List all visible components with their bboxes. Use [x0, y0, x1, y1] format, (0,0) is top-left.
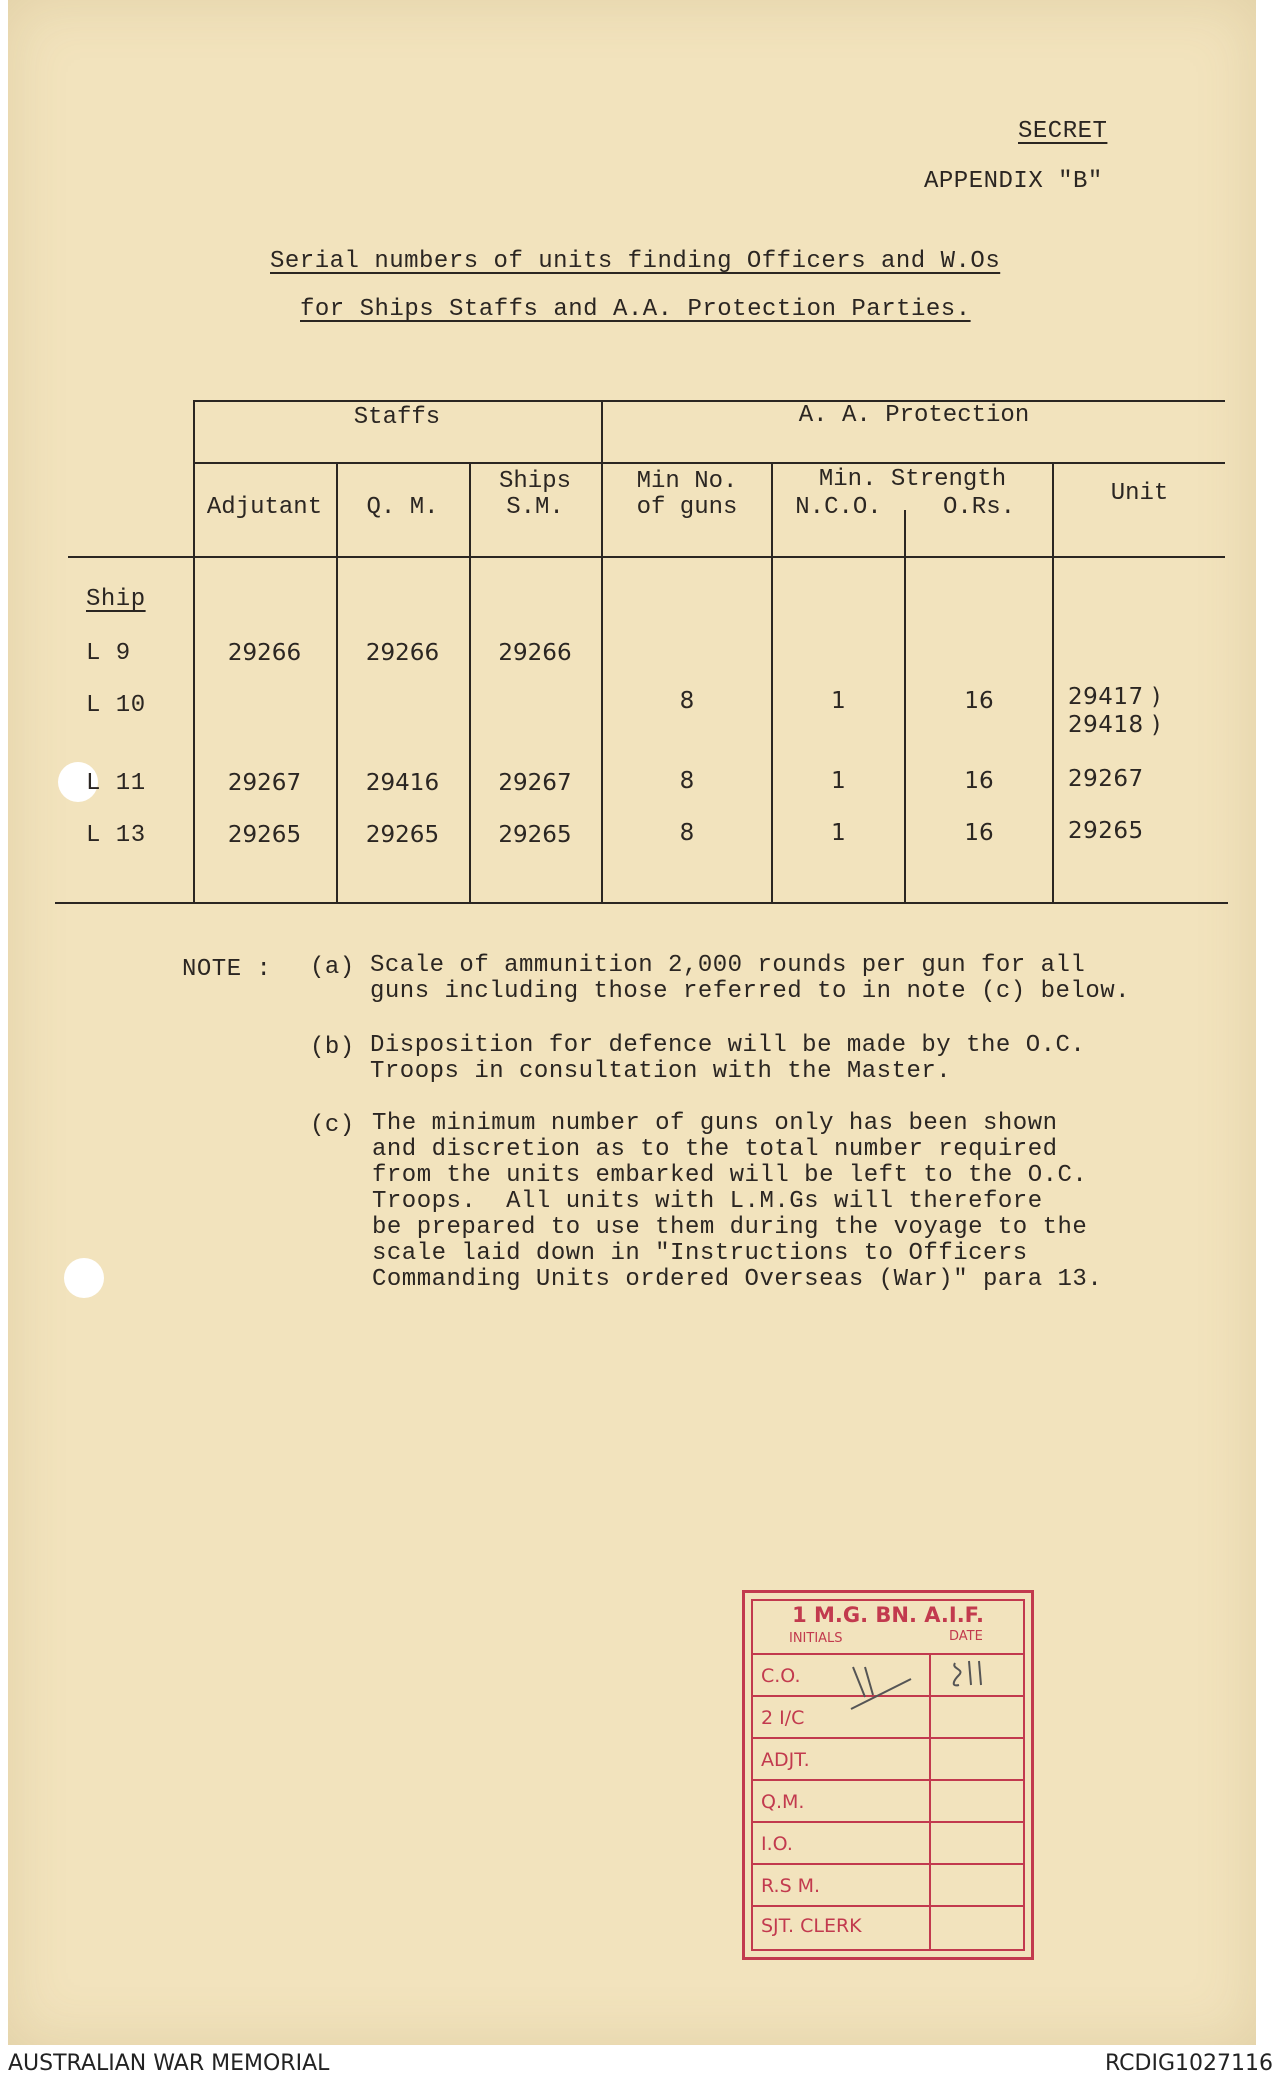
note-c-mark: (c) — [310, 1112, 355, 1139]
min-guns-cell: 8 — [679, 820, 695, 846]
footer-institution: AUSTRALIAN WAR MEMORIAL — [8, 2051, 330, 2076]
col-header-min-guns-line-2: of guns — [636, 494, 738, 521]
note-c-line: The minimum number of guns only has been shown — [372, 1110, 1058, 1137]
min-guns-cell: 8 — [679, 688, 695, 714]
stamp-row-label: ADJT. — [761, 1749, 810, 1771]
stamp-row — [753, 1821, 1023, 1865]
stamp-row-label: R.S M. — [761, 1875, 821, 1897]
adjutant-cell: 29266 — [227, 640, 302, 666]
col-header-qm: Q. M. — [366, 494, 439, 521]
unit-cell-line-1: 29417 ) — [1068, 684, 1161, 710]
footer-reference-id: RCDIG1027116 — [1104, 2051, 1273, 2076]
note-c-line: scale laid down in "Instructions to Officers — [372, 1240, 1028, 1267]
group-header-staffs: Staffs — [353, 404, 441, 431]
unit-cell-line-1: 29267 — [1068, 766, 1144, 792]
ships-sm-cell: 29267 — [498, 770, 572, 796]
ship-cell: L 10 — [86, 692, 146, 719]
unit-routing-stamp — [742, 1590, 1034, 1960]
col-header-min-guns-line-1: Min No. — [636, 468, 738, 495]
stamp-title: 1 M.G. BN. A.I.F. — [792, 1603, 984, 1627]
nco-cell: 1 — [831, 768, 846, 794]
row-header-ship: Ship — [86, 586, 146, 613]
title-line-2: for Ships Staffs and A.A. Protection Parties. — [300, 296, 971, 323]
ship-cell: L 9 — [86, 640, 131, 667]
stamp-row-label: 2 I/C — [761, 1707, 805, 1729]
min-guns-cell: 8 — [679, 768, 695, 794]
group-header-aa-protection: A. A. Protection — [798, 402, 1030, 429]
unit-cell-line-1: 29265 — [1068, 818, 1144, 844]
col-header-nco: N.C.O. — [795, 494, 882, 521]
col-header-ships-sm-line-2: S.M. — [506, 494, 564, 521]
note-c-line: Commanding Units ordered Overseas (War)" para 13. — [372, 1266, 1103, 1293]
classification-marking: SECRET — [1018, 118, 1108, 145]
nco-cell: 1 — [831, 688, 846, 714]
stamp-date-header: DATE — [949, 1629, 983, 1644]
col-header-min-strength: Min. Strength — [818, 466, 1007, 493]
col-header-unit: Unit — [1110, 480, 1169, 507]
handwritten-initials-mark — [843, 1657, 923, 1717]
note-b-mark: (b) — [310, 1034, 355, 1061]
col-header-adjutant: Adjutant — [206, 494, 323, 521]
col-header-ships-sm-line-1: Ships — [498, 468, 571, 495]
adjutant-cell: 29267 — [227, 770, 302, 796]
stamp-row — [753, 1737, 1023, 1781]
note-c-line: Troops. All units with L.M.Gs will therefore — [372, 1188, 1043, 1215]
ship-cell: L 13 — [86, 822, 146, 849]
stamp-row-label: C.O. — [761, 1665, 801, 1687]
note-c-line: from the units embarked will be left to the O.C. — [372, 1162, 1088, 1189]
unit-cell-line-2: 29418 ) — [1068, 712, 1161, 738]
col-header-ors: O.Rs. — [942, 494, 1015, 521]
stamp-row — [753, 1905, 1023, 1949]
ors-cell: 16 — [964, 768, 994, 794]
stamp-row-label: SJT. CLERK — [761, 1915, 862, 1937]
note-b-line-1: Disposition for defence will be made by the O.C. — [370, 1032, 1086, 1059]
punch-hole-lower — [64, 1258, 104, 1298]
appendix-label: APPENDIX "B" — [924, 168, 1103, 195]
stamp-row-label: Q.M. — [761, 1791, 805, 1813]
note-b-line-2: Troops in consultation with the Master. — [370, 1058, 952, 1085]
note-label: NOTE : — [182, 956, 272, 983]
ships-sm-cell: 29266 — [498, 640, 572, 666]
note-c-line: be prepared to use them during the voyage to the — [372, 1214, 1088, 1241]
handwritten-date-mark — [949, 1655, 999, 1695]
note-a-mark: (a) — [310, 954, 355, 981]
note-a-line-1: Scale of ammunition 2,000 rounds per gun for all — [370, 952, 1086, 979]
archive-footer — [0, 2045, 1283, 2082]
ors-cell: 16 — [964, 820, 994, 846]
stamp-row — [753, 1779, 1023, 1823]
qm-cell: 29265 — [365, 822, 440, 848]
ors-cell: 16 — [964, 688, 994, 714]
qm-cell: 29266 — [365, 640, 440, 666]
nco-cell: 1 — [831, 820, 846, 846]
title-line-1: Serial numbers of units finding Officers and W.Os — [270, 248, 1001, 275]
ship-cell: L 11 — [86, 770, 146, 797]
qm-cell: 29416 — [365, 770, 440, 796]
stamp-row — [753, 1863, 1023, 1907]
stamp-initials-header: INITIALS — [789, 1631, 843, 1646]
note-a-line-2: guns including those referred to in note (c) below. — [370, 978, 1131, 1005]
note-c-line: and discretion as to the total number required — [372, 1136, 1058, 1163]
stamp-row-label: I.O. — [761, 1833, 793, 1855]
ships-sm-cell: 29265 — [498, 822, 572, 848]
adjutant-cell: 29265 — [227, 822, 302, 848]
